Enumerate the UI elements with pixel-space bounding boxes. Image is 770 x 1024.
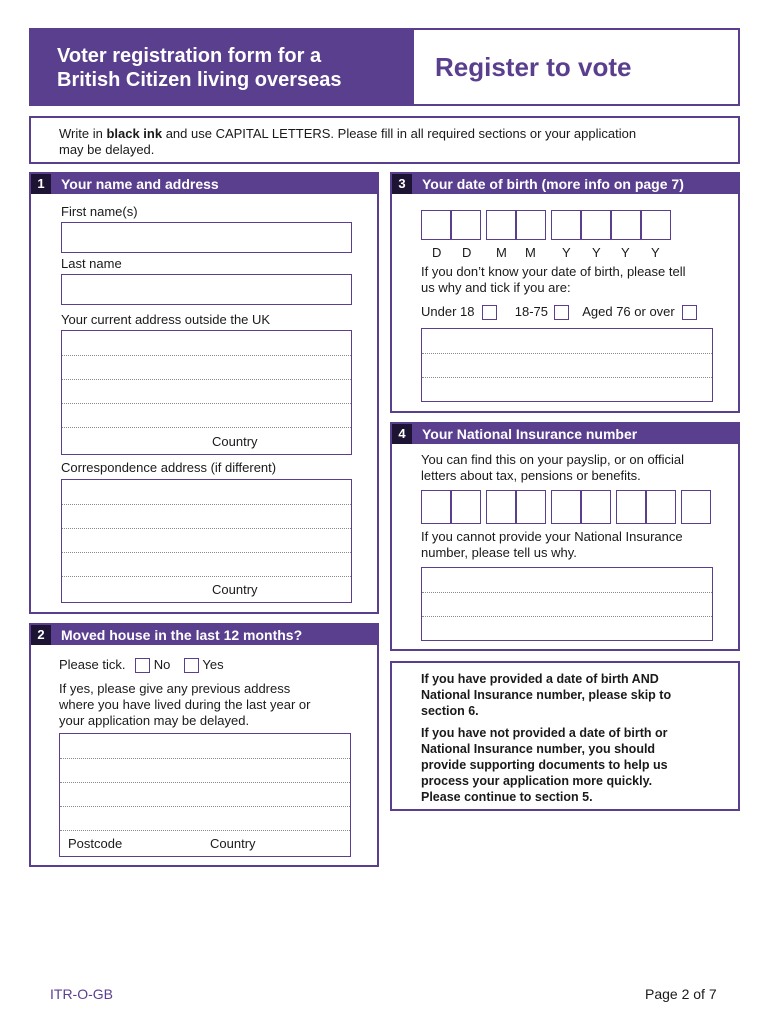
instructions-bold: black ink — [106, 126, 163, 141]
ni-reason-input[interactable] — [421, 567, 713, 641]
current-address-country-label: Country — [212, 434, 258, 449]
dob-label-m2: M — [525, 245, 536, 260]
register-to-vote-title: Register to vote — [435, 52, 632, 82]
instructions-prefix: Write in — [59, 126, 107, 141]
dob-label-d1: D — [432, 245, 442, 260]
skip-notice-p2-line2: National Insurance number, you should — [421, 742, 656, 756]
ni-reason-text — [421, 529, 683, 561]
ni-cell-7[interactable] — [616, 490, 646, 524]
ni-info-text-line2: letters about tax, pensions or benefits. — [421, 468, 641, 483]
ni-cell-1[interactable] — [421, 490, 451, 524]
moved-yes-label: Yes — [202, 657, 224, 672]
skip-notice-p1-line1: If you have provided a date of birth AND — [421, 672, 659, 686]
ni-cell-3[interactable] — [486, 490, 516, 524]
form-code: ITR-O-GB — [50, 986, 113, 1002]
section-1-header — [31, 174, 377, 194]
dob-cells — [421, 210, 701, 240]
ni-reason-text-line2: number, please tell us why. — [421, 545, 577, 560]
previous-address-country-label: Country — [210, 836, 256, 851]
ni-cell-9[interactable] — [681, 490, 711, 524]
instructions-suffix: and use CAPITAL LETTERS. Please fill in all required sections or your application — [162, 126, 637, 141]
skip-notice-p2-line3: provide supporting documents to help us — [421, 758, 668, 772]
form-title-line2: British Citizen living overseas — [57, 69, 342, 91]
section-2-title: Moved house in the last 12 months? — [61, 627, 303, 643]
dob-day-1[interactable] — [421, 210, 451, 240]
skip-notice-p1-line2: National Insurance number, please skip to — [421, 688, 672, 702]
ni-cells — [421, 490, 713, 524]
last-name-input[interactable] — [61, 274, 352, 305]
dob-label-y3: Y — [621, 245, 630, 260]
section-3-panel — [390, 172, 740, 413]
dob-label-y1: Y — [562, 245, 571, 260]
dob-unknown-text — [421, 264, 686, 296]
previous-address-input[interactable] — [59, 733, 351, 857]
dob-unknown-text-line1: If you don’t know your date of birth, please tell — [421, 264, 686, 279]
dob-month-1[interactable] — [486, 210, 516, 240]
previous-address-text-line2: where you have lived during the last year or — [59, 697, 311, 712]
dob-label-m1: M — [496, 245, 507, 260]
correspondence-country-label: Country — [212, 582, 258, 597]
section-3-title: Your date of birth (more info on page 7) — [422, 176, 684, 192]
last-name-label: Last name — [61, 256, 122, 271]
skip-notice-box — [390, 661, 740, 811]
dob-format-labels — [421, 245, 701, 261]
under-18-label: Under 18 — [421, 304, 475, 319]
section-3-header — [392, 174, 738, 194]
section-1-number: 1 — [31, 174, 51, 194]
ni-cell-4[interactable] — [516, 490, 546, 524]
previous-address-text-line3: your application may be delayed. — [59, 713, 250, 728]
moved-no-checkbox[interactable] — [135, 658, 150, 673]
previous-address-text — [59, 681, 310, 729]
first-name-label: First name(s) — [61, 204, 138, 219]
postcode-label: Postcode — [68, 836, 123, 851]
page-number: Page 2 of 7 — [645, 986, 717, 1002]
first-name-input[interactable] — [61, 222, 352, 253]
dob-label-d2: D — [462, 245, 472, 260]
aged-76-label: Aged 76 or over — [582, 304, 675, 319]
dob-year-2[interactable] — [581, 210, 611, 240]
please-tick-label: Please tick. — [59, 657, 126, 672]
dob-year-4[interactable] — [641, 210, 671, 240]
age-tick-row — [421, 304, 697, 320]
ni-cell-6[interactable] — [581, 490, 611, 524]
skip-notice-p2-line1: If you have not provided a date of birth or — [421, 726, 668, 740]
correspondence-address-input[interactable] — [61, 479, 352, 603]
instructions-line2: may be delayed. — [59, 142, 155, 157]
skip-notice-p1-line3: section 6. — [421, 704, 479, 718]
aged-76-checkbox[interactable] — [682, 305, 697, 320]
dob-reason-input[interactable] — [421, 328, 713, 402]
moved-no-label: No — [153, 657, 171, 672]
dob-year-3[interactable] — [611, 210, 641, 240]
age-18-75-label: 18-75 — [514, 304, 548, 319]
instructions-box — [29, 116, 740, 164]
section-2-panel — [29, 623, 379, 867]
ni-cell-8[interactable] — [646, 490, 676, 524]
dob-month-2[interactable] — [516, 210, 546, 240]
previous-address-text-line1: If yes, please give any previous address — [59, 681, 291, 696]
ni-info-text-line1: You can find this on your payslip, or on official — [421, 452, 685, 467]
moved-tick-row — [59, 657, 224, 673]
ni-reason-text-line1: If you cannot provide your National Insurance — [421, 529, 683, 544]
dob-unknown-text-line2: us why and tick if you are: — [421, 280, 571, 295]
section-4-header — [392, 424, 738, 444]
skip-notice-p2-line4: process your application more quickly. — [421, 774, 653, 788]
ni-cell-5[interactable] — [551, 490, 581, 524]
age-18-75-checkbox[interactable] — [554, 305, 569, 320]
section-2-header — [31, 625, 377, 645]
section-2-number: 2 — [31, 625, 51, 645]
dob-year-1[interactable] — [551, 210, 581, 240]
current-address-label: Your current address outside the UK — [61, 312, 271, 327]
skip-notice-p2-line5: Please continue to section 5. — [421, 790, 593, 804]
section-1-panel — [29, 172, 379, 614]
dob-label-y4: Y — [651, 245, 660, 260]
section-4-title: Your National Insurance number — [422, 426, 638, 442]
dob-day-2[interactable] — [451, 210, 481, 240]
ni-info-text — [421, 452, 684, 484]
under-18-checkbox[interactable] — [482, 305, 497, 320]
form-title-line1: Voter registration form for a — [57, 45, 322, 67]
header-title-block — [31, 30, 414, 104]
header-banner — [29, 28, 740, 106]
correspondence-address-label: Correspondence address (if different) — [61, 460, 277, 475]
current-address-input[interactable] — [61, 330, 352, 455]
section-3-number: 3 — [392, 174, 412, 194]
dob-label-y2: Y — [592, 245, 601, 260]
moved-yes-checkbox[interactable] — [184, 658, 199, 673]
section-4-panel — [390, 422, 740, 651]
section-1-title: Your name and address — [61, 176, 219, 192]
ni-cell-2[interactable] — [451, 490, 481, 524]
section-4-number: 4 — [392, 424, 412, 444]
